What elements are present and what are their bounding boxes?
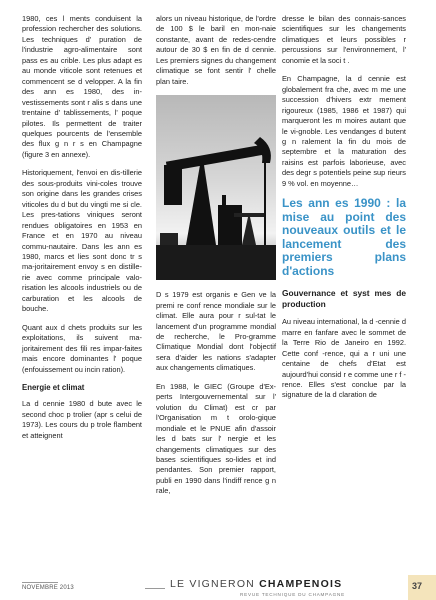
paragraph: Au niveau international, la d -cennie d marre en fanfare avec le sommet de la Terre Rio de Janeiro en 1992. Cette conf -rence, qui a r uni une centaine de chefs d'Etat est aujourd'hui consid r e comme une r f -rence. Elles s'est conclue par la signature de la d claration de bbox=[282, 317, 406, 400]
issue-date: NOVEMBRE 2013 bbox=[22, 585, 74, 591]
paragraph: Quant aux d chets produits sur les exploitations, ils suivent ma-joritairement des fili res impar-faites mais encore dominantes l' poque (enfouissement ou incin ration). bbox=[22, 322, 142, 374]
paragraph: alors un niveau historique, de l'ordre de 100 $ le baril en mon-naie constante, avant de redes-cendre autour de 30 $ en fin de d cennie. Les premiers signes du changement climatique se font sentir l' chelle plan taire. bbox=[156, 14, 276, 86]
paragraph: dresse le bilan des connais-sances scientifiques sur les changements climatiques et leurs possibles r percussions sur l'environnement, l' conomie et la soci t . bbox=[282, 14, 406, 65]
section-title: Les ann es 1990 : la mise au point des nouveaux outils et le lancement des premiers plans d'actions bbox=[282, 196, 406, 278]
subsection-title: Gouvernance et syst mes de production bbox=[282, 288, 406, 309]
magazine-title-bold: CHAMPENOIS bbox=[259, 578, 343, 590]
footer-rule bbox=[22, 582, 58, 583]
paragraph: La d cennie 1980 d bute avec le second choc p trolier (apr s celui de 1973). Les cours du p trole flambent et atteignent bbox=[22, 399, 142, 440]
heading-energie-climat: Energie et climat bbox=[22, 382, 85, 392]
paragraph: 1980, ces l ments conduisent la profession rechercher des solutions. Les techniques d' puration de l'industrie agro-alimentaire sont pass es au crible. Les plus adapt es au monde viticole sont retenues et commencent se d velopper. A la fin des ann es 1980, des in-vestissements sont r alis s dans une trentaine d' tablissements, l' poque pilotes. Ils permettent de traiter quelques pourcents de l'ensemble des flux g n r s en Champagne (figure 3 en annexe). bbox=[22, 14, 142, 159]
magazine-title bbox=[170, 578, 342, 590]
paragraph: D s 1979 est organis e Gen ve la premi re conf rence mondiale sur le climat. Elle aura pour r sul-tat le lancement d'un programme mondial de recherche, le Pro-gramme Climatique Mondial dont l'objectif sera d'aider les nations s'adapter aux changements climatiques. bbox=[156, 290, 276, 373]
page-number: 37 bbox=[412, 581, 423, 591]
text-column-2 bbox=[156, 14, 276, 505]
oil-pump-silhouette-photo bbox=[156, 95, 276, 280]
magazine-subtitle: REVUE TECHNIQUE DU CHAMPAGNE bbox=[240, 592, 345, 597]
paragraph: Historiquement, l'envoi en dis-tillerie des sous-produits vini-coles trouve son origine dans les grandes crises viticoles du d but du vingti me si cle. Les pres-tations viniques seront rendues obligatoires en 1953 en France et en 1970 au niveau commu-nautaire. Dans les ann es 1980, marcs et lies sont donc tr s ma-joritairement envoy s en distille-rie avec comme principale valo-risation les alcools industriels ou de carburation et les alcools de bouche. bbox=[22, 168, 142, 314]
magazine-title-light: LE VIGNERON bbox=[170, 578, 260, 590]
paragraph: En 1988, le GIEC (Groupe d'Ex-perts Intergouvernemental sur l' volution du Climat) est cr par l'Organisation m t orolo-gique mondiale et le PNUE afin d'assoir les d bats sur l' nergie et les changements climatiques sur des bases scientifiques so-lides et ind pendantes. Son premier rapport, publi en 1990 dans l'indiff rence g n rale, bbox=[156, 381, 276, 496]
paragraph: En Champagne, la d cennie est globalement fra che, avec m me une succession d'hivers extr mement rigoureux (1985, 1986 et 1987) qui marqueront les m moires autant que le vi-gnoble. Les vendanges d butent g n ralement la fin du mois de septembre et la maturation des raisins est parfois laborieuse, avec des degr s potentiels peine sup rieurs 9 % vol. en moyenne… bbox=[282, 74, 406, 188]
text-column-3 bbox=[282, 14, 406, 409]
footer-rule bbox=[145, 588, 165, 589]
text-column-1 bbox=[22, 14, 142, 449]
